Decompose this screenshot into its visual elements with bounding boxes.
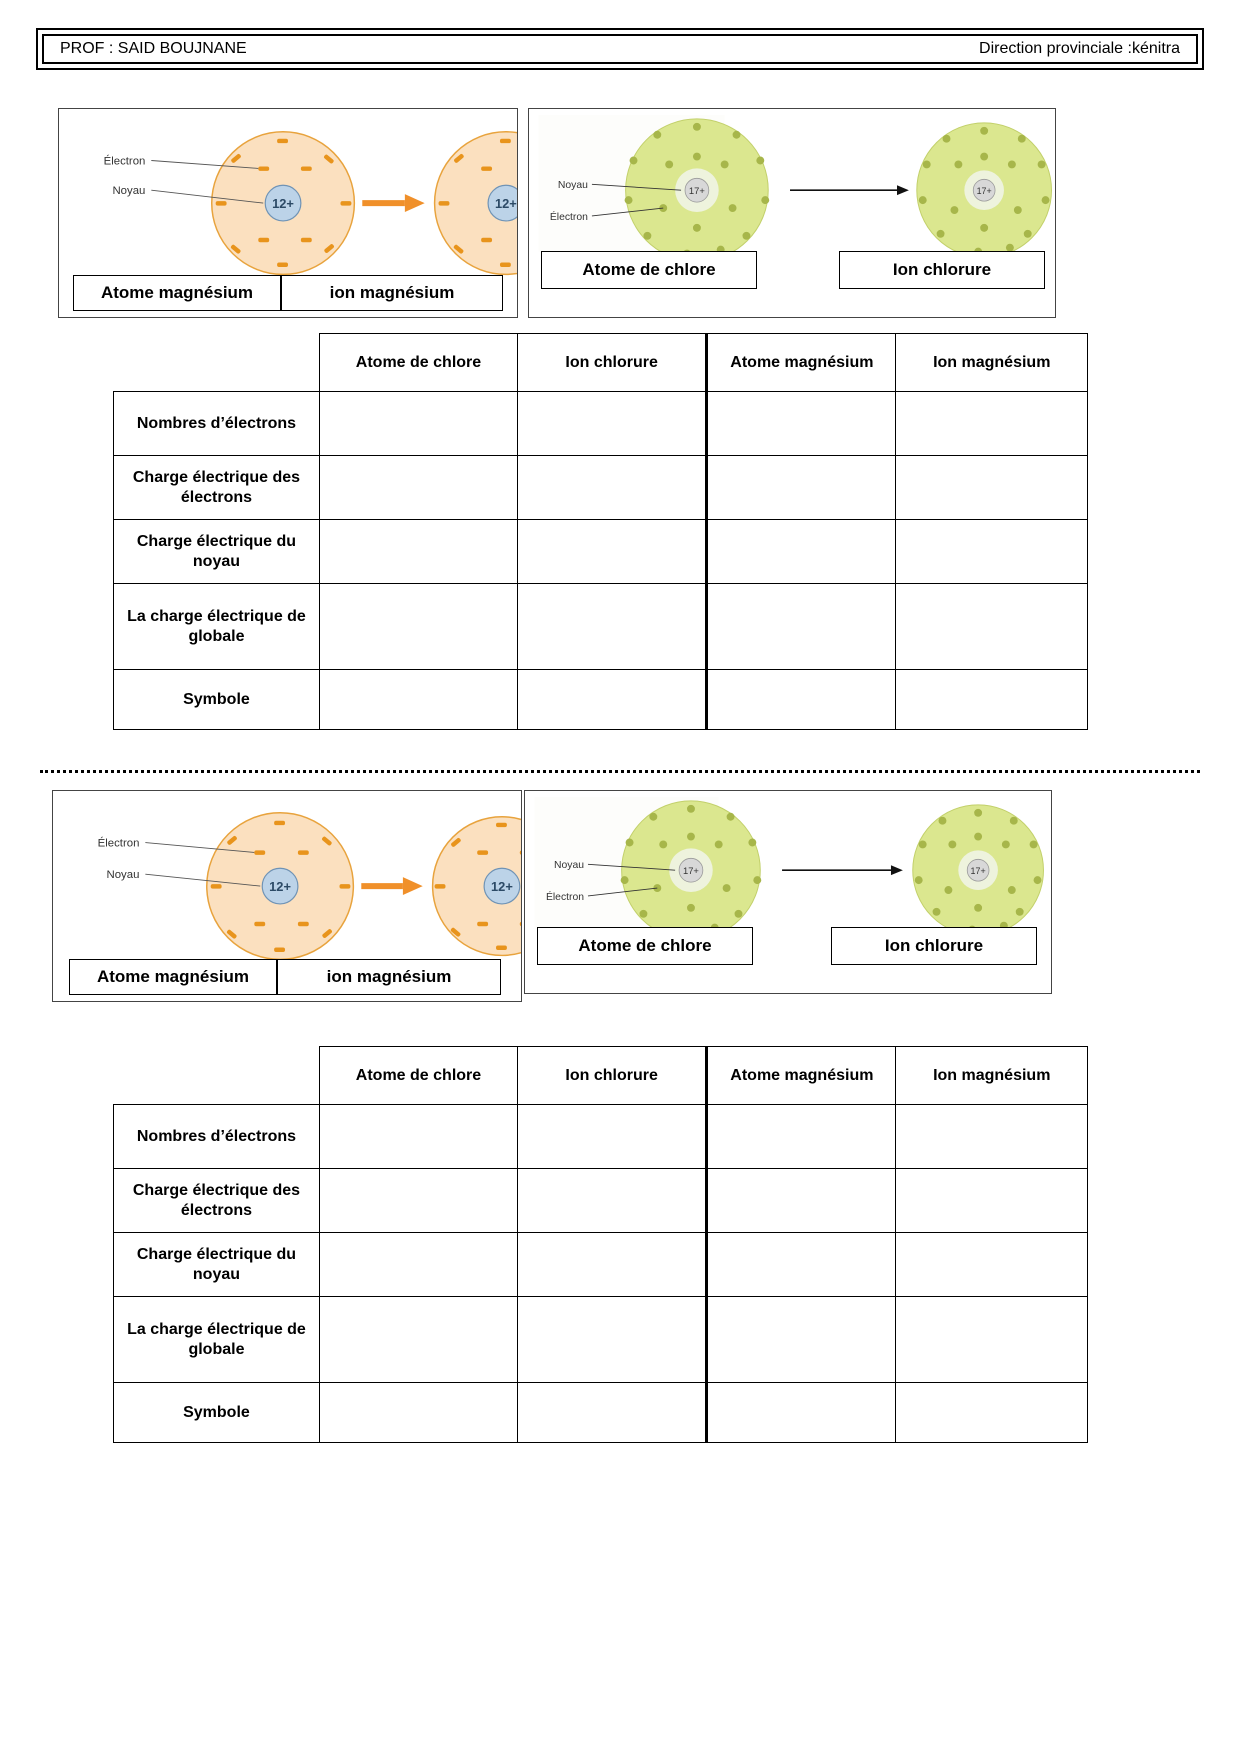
cell-r0c2[interactable] [707, 392, 896, 456]
cell2-r2c3[interactable] [896, 1233, 1088, 1297]
caption-atome-chlore-text: Atome de chlore [582, 260, 716, 279]
svg-text:Électron: Électron [545, 891, 585, 903]
cell-r3c3[interactable] [896, 584, 1088, 670]
cell-r2c1[interactable] [518, 520, 707, 584]
caption-atome-chlore-text-2: Atome de chlore [578, 936, 712, 955]
svg-text:17+: 17+ [976, 186, 992, 197]
cell2-r3c1[interactable] [518, 1297, 707, 1383]
table-corner-cell [114, 1047, 320, 1105]
section-separator [40, 770, 1200, 773]
row-symbole-2: Symbole [114, 1383, 320, 1443]
cell2-r0c0[interactable] [319, 1105, 517, 1169]
header-teacher-name: PROF : SAID BOUJNANE [60, 40, 247, 57]
caption-ion-magnesium-text-2: ion magnésium [326, 967, 452, 986]
cell2-r4c2[interactable] [707, 1383, 896, 1443]
table-corner-cell [114, 334, 320, 392]
cell-r0c1[interactable] [518, 392, 707, 456]
cell-r1c3[interactable] [896, 456, 1088, 520]
svg-text:Noyau: Noyau [554, 860, 585, 872]
magnesium-figure-1 [58, 108, 518, 318]
svg-text:Électron: Électron [549, 211, 588, 223]
col-ion-chlorure-2: Ion chlorure [518, 1047, 707, 1105]
col-atome-chlore: Atome de chlore [319, 334, 517, 392]
caption-ion-chlorure-text-2: Ion chlorure [884, 936, 984, 955]
cell2-r4c1[interactable] [518, 1383, 707, 1443]
table-row [114, 1297, 1088, 1383]
caption-atome-chlore [541, 251, 757, 289]
chlore-figure-1 [528, 108, 1056, 318]
caption-atome-magnesium-text-2: Atome magnésium [96, 967, 250, 986]
chlore-figure-2 [524, 790, 1052, 994]
magnesium-figure-2 [52, 790, 522, 1002]
caption-atome-magnesium [73, 275, 281, 311]
svg-text:Noyau: Noyau [557, 180, 588, 192]
svg-text:Électron: Électron [103, 155, 146, 168]
svg-text:Noyau: Noyau [106, 869, 140, 882]
row-charge-electrons: Charge électrique des électrons [114, 456, 320, 520]
cell2-r1c3[interactable] [896, 1169, 1088, 1233]
svg-text:17+: 17+ [682, 865, 699, 877]
svg-text:12+: 12+ [491, 879, 513, 895]
col-atome-magnesium: Atome magnésium [707, 334, 896, 392]
row-charge-electrons-2: Charge électrique des électrons [114, 1169, 320, 1233]
cell-r1c1[interactable] [518, 456, 707, 520]
cell-r2c0[interactable] [319, 520, 517, 584]
table-row [114, 392, 1088, 456]
caption-atome-chlore-2 [537, 927, 753, 965]
table-row [114, 1383, 1088, 1443]
cell-r3c0[interactable] [319, 584, 517, 670]
table-row [114, 1169, 1088, 1233]
cell-r4c1[interactable] [518, 670, 707, 730]
table-header-row [114, 334, 1088, 392]
cell2-r0c3[interactable] [896, 1105, 1088, 1169]
svg-text:Noyau: Noyau [112, 185, 146, 198]
row-charge-noyau: Charge électrique du noyau [114, 520, 320, 584]
row-charge-globale-2: La charge électrique de globale [114, 1297, 320, 1383]
svg-text:12+: 12+ [269, 879, 291, 895]
caption-ion-magnesium-text: ion magnésium [329, 283, 455, 302]
svg-text:17+: 17+ [970, 866, 986, 877]
col-atome-magnesium-2: Atome magnésium [707, 1047, 896, 1105]
row-symbole: Symbole [114, 670, 320, 730]
table-row [114, 670, 1088, 730]
cell2-r1c0[interactable] [319, 1169, 517, 1233]
caption-ion-magnesium [281, 275, 503, 311]
row-charge-globale: La charge électrique de globale [114, 584, 320, 670]
cell2-r1c1[interactable] [518, 1169, 707, 1233]
cell2-r3c0[interactable] [319, 1297, 517, 1383]
cell2-r2c0[interactable] [319, 1233, 517, 1297]
cell-r2c2[interactable] [707, 520, 896, 584]
svg-text:Électron: Électron [97, 837, 140, 850]
page-header-inner [42, 34, 1198, 64]
cell2-r2c2[interactable] [707, 1233, 896, 1297]
row-nombres-electrons-2: Nombres d’électrons [114, 1105, 320, 1169]
page-header [36, 28, 1204, 70]
svg-text:17+: 17+ [688, 185, 705, 197]
table-row [114, 584, 1088, 670]
cell-r3c1[interactable] [518, 584, 707, 670]
cell-r1c0[interactable] [319, 456, 517, 520]
table-row [114, 456, 1088, 520]
cell-r4c3[interactable] [896, 670, 1088, 730]
svg-text:12+: 12+ [494, 196, 517, 212]
caption-ion-chlorure-2 [831, 927, 1037, 965]
cell2-r1c2[interactable] [707, 1169, 896, 1233]
cell-r0c3[interactable] [896, 392, 1088, 456]
row-nombres-electrons: Nombres d’électrons [114, 392, 320, 456]
col-atome-chlore-2: Atome de chlore [319, 1047, 517, 1105]
cell-r4c0[interactable] [319, 670, 517, 730]
header-direction: Direction provinciale :kénitra [979, 40, 1180, 57]
cell-r3c2[interactable] [707, 584, 896, 670]
col-ion-magnesium: Ion magnésium [896, 334, 1088, 392]
cell-r0c0[interactable] [319, 392, 517, 456]
table-row [114, 520, 1088, 584]
row-charge-noyau-2: Charge électrique du noyau [114, 1233, 320, 1297]
cell2-r3c2[interactable] [707, 1297, 896, 1383]
cell2-r0c2[interactable] [707, 1105, 896, 1169]
data-table-2 [113, 1046, 1088, 1443]
caption-atome-magnesium-2 [69, 959, 277, 995]
cell2-r3c3[interactable] [896, 1297, 1088, 1383]
cell2-r4c0[interactable] [319, 1383, 517, 1443]
cell2-r2c1[interactable] [518, 1233, 707, 1297]
caption-ion-magnesium-2 [277, 959, 501, 995]
table-row [114, 1233, 1088, 1297]
cell2-r0c1[interactable] [518, 1105, 707, 1169]
table-row [114, 1105, 1088, 1169]
cell2-r4c3[interactable] [896, 1383, 1088, 1443]
cell-r1c2[interactable] [707, 456, 896, 520]
col-ion-magnesium-2: Ion magnésium [896, 1047, 1088, 1105]
caption-ion-chlorure [839, 251, 1045, 289]
data-table-1 [113, 333, 1088, 730]
col-ion-chlorure: Ion chlorure [518, 334, 707, 392]
cell-r4c2[interactable] [707, 670, 896, 730]
cell-r2c3[interactable] [896, 520, 1088, 584]
svg-text:12+: 12+ [272, 196, 294, 212]
table-header-row [114, 1047, 1088, 1105]
caption-ion-chlorure-text: Ion chlorure [892, 260, 992, 279]
caption-atome-magnesium-text: Atome magnésium [100, 283, 254, 302]
